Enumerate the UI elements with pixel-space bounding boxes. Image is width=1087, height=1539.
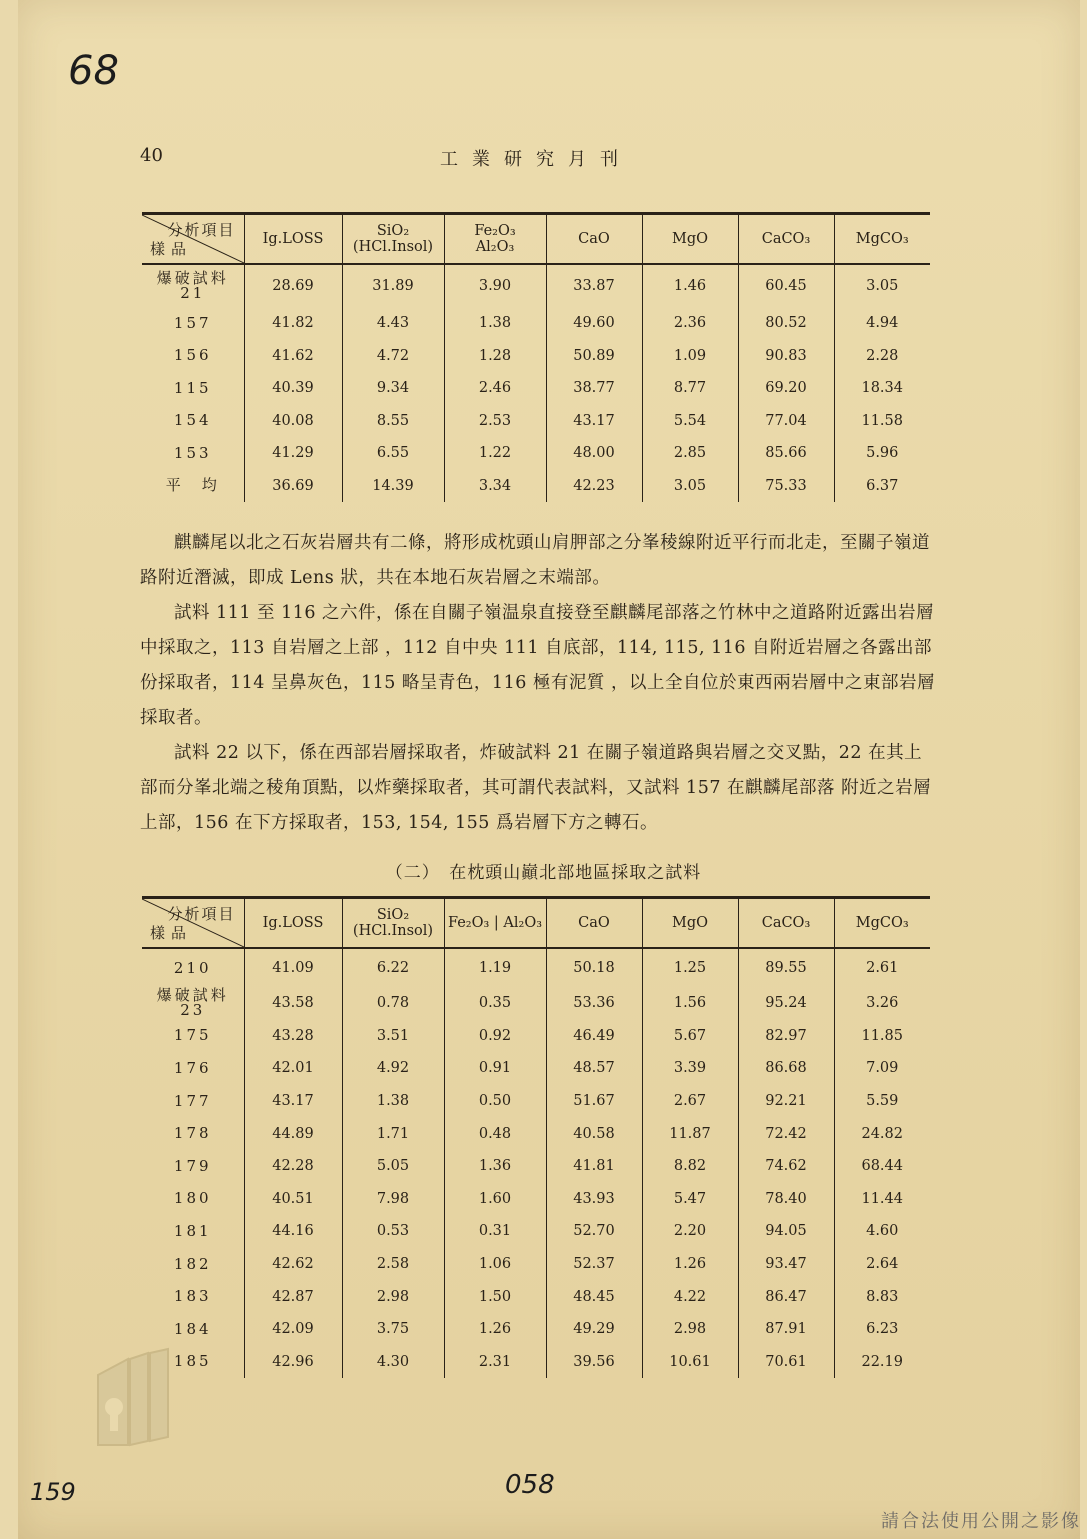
value-cell: 1.60	[444, 1183, 546, 1216]
corner-bottom-label: 樣品	[150, 240, 193, 258]
value-cell: 53.36	[546, 987, 642, 1020]
sample-cell: 153	[173, 443, 212, 462]
column-header: MgCO₃	[834, 898, 930, 949]
value-cell: 1.50	[444, 1280, 546, 1313]
sample-cell: 爆破試料 21	[156, 269, 229, 302]
column-header: Ig.LOSS	[244, 214, 342, 265]
table-header-row	[142, 214, 930, 265]
table-row	[142, 1052, 930, 1085]
value-cell: 5.96	[834, 437, 930, 470]
handwritten-page-mark: 68	[68, 48, 119, 94]
corner-top-label: 分析項目	[167, 905, 236, 923]
value-cell: 6.23	[834, 1313, 930, 1346]
value-cell: 2.85	[642, 437, 738, 470]
value-cell: 95.24	[738, 987, 834, 1020]
value-cell: 1.28	[444, 340, 546, 373]
value-cell: 75.33	[738, 470, 834, 503]
value-cell: 40.08	[244, 405, 342, 438]
column-header: Fe₂O₃ Al₂O₃	[444, 214, 546, 265]
column-header: CaO	[546, 214, 642, 265]
value-cell: 0.78	[342, 987, 444, 1020]
analysis-table-1	[142, 212, 930, 502]
sample-cell: 184	[173, 1319, 212, 1338]
value-cell: 49.60	[546, 307, 642, 340]
value-cell: 1.36	[444, 1150, 546, 1183]
value-cell: 4.72	[342, 340, 444, 373]
value-cell: 2.31	[444, 1346, 546, 1379]
page-number: 40	[140, 145, 163, 166]
table-row	[142, 1248, 930, 1281]
value-cell: 24.82	[834, 1117, 930, 1150]
paragraph: 試料 111 至 116 之六件，係在自關子嶺温泉直接登至麒麟尾部落之竹林中之道路附近露出岩層中採取之，113 自岩層之上部 ，112 自中央 111 自底部，114, 115, 116 自附近岩層之各露出部份採取者，114 呈鼻灰色，115 略呈青色，116 極有泥質 ，以上全自位於東西兩岩層中之東部岩層採取者。	[140, 603, 935, 728]
value-cell: 52.37	[546, 1248, 642, 1281]
value-cell: 86.47	[738, 1280, 834, 1313]
value-cell: 92.21	[738, 1085, 834, 1118]
sample-cell: 178	[173, 1124, 212, 1143]
value-cell: 3.26	[834, 987, 930, 1020]
value-cell: 2.20	[642, 1215, 738, 1248]
value-cell: 43.93	[546, 1183, 642, 1216]
value-cell: 42.62	[244, 1248, 342, 1281]
value-cell: 60.45	[738, 264, 834, 307]
value-cell: 78.40	[738, 1183, 834, 1216]
column-header: CaO	[546, 898, 642, 949]
value-cell: 90.83	[738, 340, 834, 373]
section-title: （二） 在枕頭山巓北部地區採取之試料	[385, 863, 702, 883]
sample-cell: 爆破試料 23	[156, 986, 229, 1020]
value-cell: 1.26	[444, 1313, 546, 1346]
value-cell: 1.25	[642, 948, 738, 987]
value-cell: 0.48	[444, 1117, 546, 1150]
sample-cell: 177	[173, 1091, 212, 1110]
value-cell: 1.38	[444, 307, 546, 340]
value-cell: 5.59	[834, 1085, 930, 1118]
value-cell: 2.67	[642, 1085, 738, 1118]
value-cell: 1.06	[444, 1248, 546, 1281]
handwritten-note: 058	[505, 1470, 555, 1500]
corner-top-label: 分析項目	[167, 221, 236, 239]
value-cell: 36.69	[244, 470, 342, 503]
table-row	[142, 307, 930, 340]
table-row	[142, 948, 930, 987]
value-cell: 28.69	[244, 264, 342, 307]
value-cell: 1.09	[642, 340, 738, 373]
value-cell: 31.89	[342, 264, 444, 307]
sample-cell: 156	[173, 346, 212, 365]
value-cell: 44.89	[244, 1117, 342, 1150]
table-body	[142, 264, 930, 502]
value-cell: 0.91	[444, 1052, 546, 1085]
value-cell: 42.23	[546, 470, 642, 503]
value-cell: 93.47	[738, 1248, 834, 1281]
value-cell: 50.18	[546, 948, 642, 987]
value-cell: 5.05	[342, 1150, 444, 1183]
value-cell: 0.50	[444, 1085, 546, 1118]
value-cell: 43.58	[244, 987, 342, 1020]
value-cell: 11.58	[834, 405, 930, 438]
table-row	[142, 1313, 930, 1346]
column-header: CaCO₃	[738, 214, 834, 265]
watermark-text: 請合法使用公開之影像	[881, 1511, 1081, 1532]
value-cell: 42.01	[244, 1052, 342, 1085]
value-cell: 0.92	[444, 1020, 546, 1053]
value-cell: 4.22	[642, 1280, 738, 1313]
value-cell: 2.64	[834, 1248, 930, 1281]
sample-cell: 182	[173, 1254, 212, 1273]
value-cell: 41.62	[244, 340, 342, 373]
value-cell: 6.55	[342, 437, 444, 470]
sample-cell: 157	[173, 313, 212, 332]
table-row	[142, 437, 930, 470]
value-cell: 86.68	[738, 1052, 834, 1085]
value-cell: 87.91	[738, 1313, 834, 1346]
value-cell: 82.97	[738, 1020, 834, 1053]
value-cell: 77.04	[738, 405, 834, 438]
value-cell: 48.00	[546, 437, 642, 470]
value-cell: 3.90	[444, 264, 546, 307]
value-cell: 44.16	[244, 1215, 342, 1248]
table-row	[142, 372, 930, 405]
value-cell: 9.34	[342, 372, 444, 405]
value-cell: 2.46	[444, 372, 546, 405]
value-cell: 85.66	[738, 437, 834, 470]
value-cell: 3.34	[444, 470, 546, 503]
column-header: SiO₂ (HCl.Insol)	[342, 214, 444, 265]
value-cell: 2.36	[642, 307, 738, 340]
value-cell: 0.35	[444, 987, 546, 1020]
column-header: MgCO₃	[834, 214, 930, 265]
archive-logo-icon	[88, 1345, 198, 1455]
analysis-table-2	[142, 896, 930, 1378]
value-cell: 48.57	[546, 1052, 642, 1085]
value-cell: 2.53	[444, 405, 546, 438]
value-cell: 1.22	[444, 437, 546, 470]
column-header: MgO	[642, 898, 738, 949]
value-cell: 72.42	[738, 1117, 834, 1150]
value-cell: 80.52	[738, 307, 834, 340]
value-cell: 4.92	[342, 1052, 444, 1085]
value-cell: 18.34	[834, 372, 930, 405]
value-cell: 10.61	[642, 1346, 738, 1379]
sample-cell: 183	[173, 1287, 212, 1306]
sample-cell: 181	[173, 1221, 212, 1240]
value-cell: 33.87	[546, 264, 642, 307]
value-cell: 38.77	[546, 372, 642, 405]
value-cell: 5.47	[642, 1183, 738, 1216]
value-cell: 46.49	[546, 1020, 642, 1053]
value-cell: 4.30	[342, 1346, 444, 1379]
value-cell: 7.09	[834, 1052, 930, 1085]
value-cell: 22.19	[834, 1346, 930, 1379]
sample-cell: 210	[173, 958, 212, 977]
table-row	[142, 1020, 930, 1053]
value-cell: 70.61	[738, 1346, 834, 1379]
value-cell: 74.62	[738, 1150, 834, 1183]
value-cell: 1.38	[342, 1085, 444, 1118]
value-cell: 3.05	[834, 264, 930, 307]
value-cell: 1.56	[642, 987, 738, 1020]
value-cell: 11.85	[834, 1020, 930, 1053]
value-cell: 1.26	[642, 1248, 738, 1281]
value-cell: 11.87	[642, 1117, 738, 1150]
value-cell: 50.89	[546, 340, 642, 373]
table-row	[142, 1346, 930, 1379]
value-cell: 43.17	[546, 405, 642, 438]
value-cell: 49.29	[546, 1313, 642, 1346]
value-cell: 1.71	[342, 1117, 444, 1150]
table-row	[142, 1085, 930, 1118]
value-cell: 48.45	[546, 1280, 642, 1313]
sample-cell: 154	[173, 411, 212, 430]
value-cell: 1.46	[642, 264, 738, 307]
value-cell: 5.67	[642, 1020, 738, 1053]
sample-cell: 115	[173, 378, 212, 397]
value-cell: 42.96	[244, 1346, 342, 1379]
value-cell: 6.37	[834, 470, 930, 503]
value-cell: 6.22	[342, 948, 444, 987]
value-cell: 3.51	[342, 1020, 444, 1053]
paragraph: 試料 22 以下，係在西部岩層採取者，炸破試料 21 在關子嶺道路與岩層之交叉點，22 在其上部而分峯北端之稜角頂點，以炸藥採取者，其可謂代表試料，又試料 157 在麒麟尾部落 附近之岩層上部，156 在下方採取者，153, 154, 155 爲岩層下方之轉石。	[140, 743, 932, 833]
sample-cell: 180	[173, 1189, 212, 1208]
table-row	[142, 264, 930, 307]
value-cell: 2.58	[342, 1248, 444, 1281]
value-cell: 52.70	[546, 1215, 642, 1248]
corner-header-cell	[142, 214, 244, 265]
value-cell: 14.39	[342, 470, 444, 503]
value-cell: 7.98	[342, 1183, 444, 1216]
value-cell: 8.82	[642, 1150, 738, 1183]
value-cell: 1.19	[444, 948, 546, 987]
table-row	[142, 1183, 930, 1216]
value-cell: 2.98	[642, 1313, 738, 1346]
value-cell: 40.51	[244, 1183, 342, 1216]
paragraph: 麒麟尾以北之石灰岩層共有二條，將形成枕頭山肩胛部之分峯稜線附近平行而北走，至關子嶺道路附近潛滅，即成 Lens 狀，共在本地石灰岩層之末端部。	[140, 533, 930, 588]
table-row	[142, 1150, 930, 1183]
value-cell: 11.44	[834, 1183, 930, 1216]
value-cell: 0.53	[342, 1215, 444, 1248]
value-cell: 43.17	[244, 1085, 342, 1118]
table-row	[142, 987, 930, 1020]
value-cell: 69.20	[738, 372, 834, 405]
value-cell: 42.09	[244, 1313, 342, 1346]
table-row	[142, 1280, 930, 1313]
handwritten-note: 159	[30, 1478, 76, 1506]
value-cell: 40.58	[546, 1117, 642, 1150]
value-cell: 2.98	[342, 1280, 444, 1313]
table-row	[142, 1215, 930, 1248]
value-cell: 3.75	[342, 1313, 444, 1346]
table-row	[142, 340, 930, 373]
sample-cell: 185	[173, 1352, 212, 1371]
value-cell: 42.87	[244, 1280, 342, 1313]
value-cell: 41.81	[546, 1150, 642, 1183]
value-cell: 4.43	[342, 307, 444, 340]
value-cell: 39.56	[546, 1346, 642, 1379]
value-cell: 8.83	[834, 1280, 930, 1313]
table-row	[142, 470, 930, 503]
corner-bottom-label: 樣品	[150, 924, 193, 942]
value-cell: 41.09	[244, 948, 342, 987]
value-cell: 89.55	[738, 948, 834, 987]
value-cell: 3.05	[642, 470, 738, 503]
corner-header-cell	[142, 898, 244, 949]
value-cell: 51.67	[546, 1085, 642, 1118]
journal-title: 工業研究月刊	[440, 149, 632, 170]
column-header: CaCO₃	[738, 898, 834, 949]
sample-cell: 175	[173, 1026, 212, 1045]
column-header: Ig.LOSS	[244, 898, 342, 949]
value-cell: 68.44	[834, 1150, 930, 1183]
table-header-row	[142, 898, 930, 949]
sample-cell: 176	[173, 1058, 212, 1077]
value-cell: 43.28	[244, 1020, 342, 1053]
value-cell: 0.31	[444, 1215, 546, 1248]
value-cell: 4.60	[834, 1215, 930, 1248]
value-cell: 8.77	[642, 372, 738, 405]
sample-cell: 平 均	[165, 476, 220, 495]
table-row	[142, 1117, 930, 1150]
value-cell: 3.39	[642, 1052, 738, 1085]
value-cell: 40.39	[244, 372, 342, 405]
sample-cell: 179	[173, 1156, 212, 1175]
value-cell: 2.61	[834, 948, 930, 987]
value-cell: 8.55	[342, 405, 444, 438]
value-cell: 5.54	[642, 405, 738, 438]
table-row	[142, 405, 930, 438]
value-cell: 94.05	[738, 1215, 834, 1248]
value-cell: 4.94	[834, 307, 930, 340]
value-cell: 2.28	[834, 340, 930, 373]
table-body	[142, 948, 930, 1378]
column-header: Fe₂O₃ | Al₂O₃	[444, 898, 546, 949]
value-cell: 41.29	[244, 437, 342, 470]
value-cell: 41.82	[244, 307, 342, 340]
column-header: SiO₂ (HCl.Insol)	[342, 898, 444, 949]
column-header: MgO	[642, 214, 738, 265]
value-cell: 42.28	[244, 1150, 342, 1183]
